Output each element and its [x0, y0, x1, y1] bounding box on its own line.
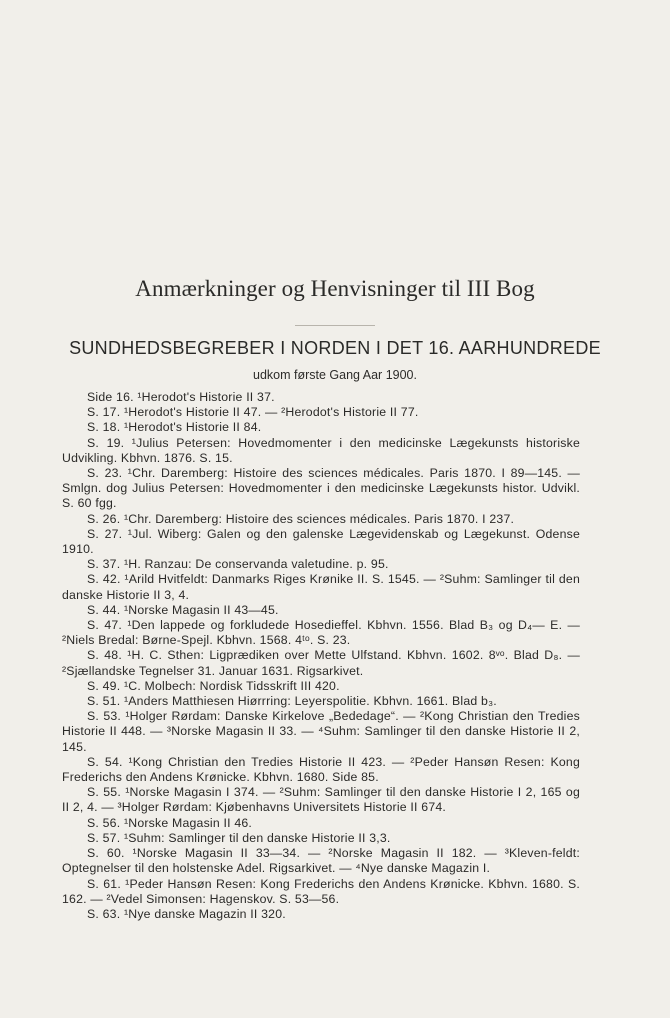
note: S. 53. ¹Holger Rørdam: Danske Kirkelove „Bededage“. — ²Kong Christian den Tredies Historie II 448. — ³Norske Magasin II 33. — ⁴Suhm: Samlinger til den danske Historie II 2, 145.	[62, 709, 580, 754]
notes-list	[62, 390, 580, 922]
note: S. 19. ¹Julius Petersen: Hovedmomenter i den medicinske Lægekunsts historiske Udvikling. Kbhvn. 1876. S. 15.	[62, 435, 580, 465]
note: S. 48. ¹H. C. Sthen: Ligprædiken over Mette Ulfstand. Kbhvn. 1602. 8ᵛᵒ. Blad D₈. — ²Sjællandske Tegnelser 31. Januar 1631. Rigsarkivet.	[62, 648, 580, 678]
note: S. 23. ¹Chr. Daremberg: Histoire des sciences médicales. Paris 1870. I 89—145. — Smlgn. dog Julius Petersen: Hovedmomenter i den medicinske Lægekunsts histor. Udvikl. S. 60 fgg.	[62, 466, 580, 511]
note: S. 42. ¹Arild Hvitfeldt: Danmarks Riges Krønike II. S. 1545. — ²Suhm: Samlinger til den danske Historie II 3, 4.	[62, 572, 580, 602]
note: S. 51. ¹Anders Matthiesen Hiørrring: Leyerspolitie. Kbhvn. 1661. Blad b₃.	[87, 694, 497, 709]
page-title: Anmærkninger og Henvisninger til III Bog	[135, 276, 535, 301]
note: S. 27. ¹Jul. Wiberg: Galen og den galenske Lægevidenskab og Lægekunst. Odense 1910.	[62, 526, 580, 557]
note: S. 17. ¹Herodot's Historie II 47. — ²Herodot's Historie II 77.	[87, 405, 419, 420]
note: S. 18. ¹Herodot's Historie II 84.	[87, 420, 262, 435]
note: S. 56. ¹Norske Magasin II 46.	[87, 815, 253, 830]
section-subtitle: udkom første Gang Aar 1900.	[253, 368, 417, 382]
note: S. 63. ¹Nye danske Magazin II 320.	[87, 906, 286, 921]
title-divider	[295, 325, 375, 326]
note: S. 54. ¹Kong Christian den Tredies Historie II 423. — ²Peder Hansøn Resen: Kong Frederichs den Andens Krønicke. Kbhvn. 1680. Side 85.	[62, 754, 580, 785]
note: S. 57. ¹Suhm: Samlinger til den danske Historie II 3,3.	[87, 830, 391, 845]
note: S. 26. ¹Chr. Daremberg: Histoire des sciences médicales. Paris 1870. I 237.	[87, 511, 515, 526]
note: S. 61. ¹Peder Hansøn Resen: Kong Frederichs den Andens Krønicke. Kbhvn. 1680. S. 162. — ²Vedel Simonsen: Hagenskov. S. 53—56.	[62, 876, 580, 906]
note: S. 47. ¹Den lappede og forkludede Hosedieffel. Kbhvn. 1556. Blad B₃ og D₄— E. — ²Niels Bredal: Børne-Spejl. Kbhvn. 1568. 4ᵗᵒ. S. 23.	[62, 618, 580, 648]
note: Side 16. ¹Herodot's Historie II 37.	[87, 390, 275, 404]
note: S. 60. ¹Norske Magasin II 33—34. — ²Norske Magasin II 182. — ³Kleven-feldt: Optegnelser til den holstenske Adel. Rigsarkivet. — ⁴Nye danske Magazin I.	[62, 846, 580, 876]
note: S. 49. ¹C. Molbech: Nordisk Tidsskrift III 420.	[87, 678, 340, 693]
section-heading: SUNDHEDSBEGREBER I NORDEN I DET 16. AARHUNDREDE	[69, 338, 601, 358]
note: S. 55. ¹Norske Magasin I 374. — ²Suhm: Samlinger til den danske Historie I 2, 165 og II 2, 4. — ³Holger Rørdam: Kjøbenhavns Universitets Historie II 674.	[62, 785, 580, 815]
note: S. 37. ¹H. Ranzau: De conservanda valetudine. p. 95.	[87, 557, 389, 572]
note: S. 44. ¹Norske Magasin II 43—45.	[87, 602, 279, 617]
